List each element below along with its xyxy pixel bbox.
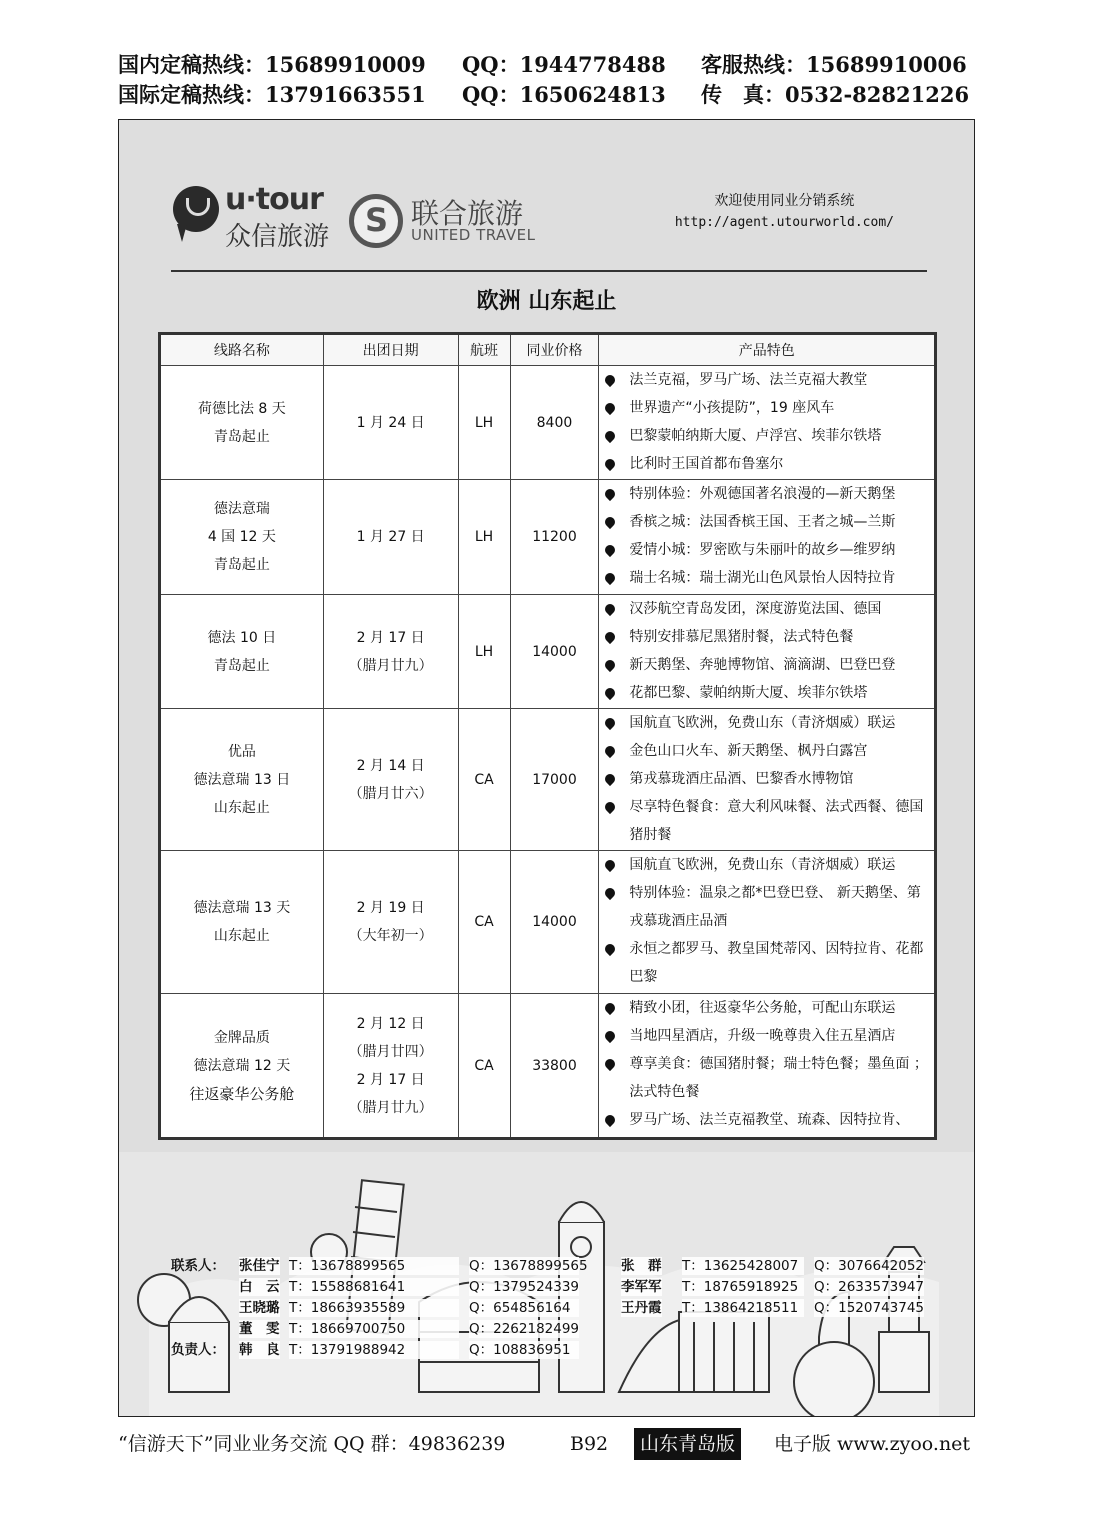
route-name-line: 山东起止 (213, 928, 270, 944)
contact-name: 白 云 (239, 1279, 280, 1295)
header-route-name: 线路名称 (161, 335, 324, 366)
bullet-icon (603, 858, 617, 872)
feature-text: 尽享特色餐食：意大利风味餐、法式西餐、德国猪肘餐 (629, 799, 924, 843)
airline: LH (458, 595, 510, 709)
feature-text: 世界遗产“小孩提防”，19 座风车 (629, 400, 835, 416)
feature-text: 尊享美食：德国猪肘餐；瑞士特色餐；墨鱼面 ；法式特色餐 (629, 1056, 928, 1100)
hotline-row-domestic (118, 50, 978, 80)
feature-text: 金色山口火车、新天鹅堡、枫丹白露宫 (629, 743, 868, 759)
feature-item (599, 1022, 934, 1050)
feature-text: 花都巴黎、蒙帕纳斯大厦、埃菲尔铁塔 (629, 685, 868, 701)
bullet-icon (603, 772, 617, 786)
table-row (161, 480, 935, 595)
bullet-icon (603, 1113, 617, 1127)
domestic-qq: QQ：1944778488 (462, 52, 666, 77)
international-qq: QQ：1650624813 (462, 82, 666, 107)
price: 14000 (510, 595, 599, 709)
table-row (161, 709, 935, 851)
feature-text: 当地四星酒店，升级一晚尊贵入住五星酒店 (629, 1028, 896, 1044)
hotline-row-international (118, 80, 978, 110)
departure-date (323, 595, 458, 709)
airline: LH (458, 480, 510, 595)
date-line: 2 月 17 日 (356, 1071, 425, 1088)
bullet-icon (603, 571, 617, 585)
bullet-icon (603, 800, 617, 814)
ad-panel (118, 119, 975, 1417)
price: 8400 (510, 366, 599, 480)
united-travel-logo (349, 190, 549, 250)
route-name-line: 德法意瑞 13 天 (193, 900, 291, 916)
feature-text: 香槟之城：法国香槟王国、王者之城—兰斯 (629, 514, 896, 530)
contact-tel: T：13625428007 (682, 1257, 804, 1275)
page-title: 欧洲 山东起止 (476, 289, 617, 314)
contact-qq: Q：2633573947 (814, 1279, 925, 1295)
feature-text: 汉莎航空青岛发团，深度游览法国、德国 (629, 601, 882, 617)
bullet-icon (603, 630, 617, 644)
service-hotline: 客服热线：15689910006 (701, 52, 967, 77)
contact-tel: T：18765918925 (682, 1278, 804, 1296)
route-name (161, 595, 324, 709)
page-footer (118, 1428, 978, 1462)
date-line: （腊月廿四） (348, 1043, 433, 1060)
date-line: （腊月廿九） (348, 657, 433, 674)
contact-qq: Q：3076642052 (814, 1258, 925, 1274)
contact-qq: Q：13678899565 (469, 1258, 588, 1274)
bullet-icon (603, 942, 617, 956)
contact-name: 张佳宁 (239, 1258, 280, 1274)
route-name-line: 山东起止 (213, 799, 270, 816)
departure-date (323, 480, 458, 595)
route-name (161, 366, 324, 480)
contact-row (119, 1277, 974, 1298)
united-travel-ring-icon (349, 194, 403, 248)
feature-item (599, 1106, 934, 1134)
contact-qq: Q：654856164 (469, 1299, 579, 1317)
contact-qq: Q：1379524339 (469, 1279, 580, 1295)
feature-text: 国航直飞欧洲，免费山东（青济烟威）联运 (629, 715, 896, 731)
contact-label: 联系人： (171, 1258, 225, 1274)
welcome-text: 欢迎使用同业分销系统 (714, 193, 855, 209)
features (599, 994, 935, 1138)
utour-logo-en: u·tour (225, 182, 323, 217)
date-line: 1 月 27 日 (356, 529, 425, 545)
airline: CA (458, 994, 510, 1138)
feature-text: 特别体验：温泉之都*巴登巴登、 新天鹅堡、第戎慕珑酒庄品酒 (629, 885, 921, 929)
bullet-icon (603, 886, 617, 900)
feature-text: 巴黎蒙帕纳斯大厦、卢浮宫、埃菲尔铁塔 (629, 428, 882, 444)
route-name-line: 青岛起止 (213, 557, 270, 573)
feature-item (599, 793, 934, 849)
table-row (161, 851, 935, 994)
table-row (161, 595, 935, 709)
qq-group-text: “信游天下”同业业务交流 QQ 群：49836239 (118, 1433, 506, 1455)
date-line: 2 月 19 日 (356, 900, 425, 916)
welcome-box (675, 190, 894, 234)
route-name-line: 德法意瑞 13 日 (193, 771, 291, 788)
bullet-icon (603, 457, 617, 471)
feature-text: 罗马广场、法兰克福教堂、琉森、因特拉肯、 (629, 1112, 910, 1128)
feature-item (599, 394, 934, 422)
utour-bubble-tail-icon (177, 224, 187, 242)
international-hotline: 国际定稿热线：13791663551 (118, 82, 426, 107)
contact-row (119, 1319, 974, 1340)
route-name (161, 480, 324, 595)
feature-item (599, 1050, 934, 1106)
airline: LH (458, 366, 510, 480)
site-link[interactable]: 电子版 www.zyoo.net (774, 1433, 971, 1455)
feature-item (599, 935, 934, 991)
feature-text: 瑞士名城：瑞士湖光山色风景怡人因特拉肯 (629, 570, 896, 586)
feature-item (599, 595, 934, 623)
departure-date (323, 709, 458, 851)
route-table (160, 334, 935, 1138)
bullet-icon (603, 515, 617, 529)
table-row (161, 366, 935, 480)
manager-label: 负责人： (171, 1342, 225, 1358)
date-line: 2 月 12 日 (356, 1015, 425, 1032)
route-name (161, 994, 324, 1138)
feature-text: 爱情小城：罗密欧与朱丽叶的故乡—维罗纳 (629, 542, 896, 558)
date-line: （腊月廿六） (348, 785, 433, 802)
contact-qq: Q：1520743745 (814, 1300, 925, 1316)
route-name (161, 851, 324, 994)
header-flight: 航班 (458, 335, 510, 366)
united-travel-logo-cn: 联合旅游 (411, 197, 524, 230)
feature-text: 特别安排慕尼黑猪肘餐，法式特色餐 (629, 629, 854, 645)
feature-item (599, 651, 934, 679)
contact-name: 王丹霞 (621, 1300, 662, 1316)
bullet-icon (603, 401, 617, 415)
contact-name: 董 雯 (239, 1321, 280, 1337)
price: 33800 (510, 994, 599, 1138)
united-travel-logo-en: UNITED TRAVEL (411, 226, 536, 244)
contact-row (119, 1256, 974, 1277)
bullet-icon (603, 429, 617, 443)
contact-tel: T：15588681641 (289, 1278, 459, 1296)
price: 17000 (510, 709, 599, 851)
feature-text: 比利时王国首都布鲁塞尔 (629, 456, 784, 472)
departure-date (323, 366, 458, 480)
bullet-icon (603, 1057, 617, 1071)
bullet-icon (603, 1001, 617, 1015)
features (599, 366, 935, 480)
contact-tel: T：18663935589 (289, 1299, 459, 1317)
agent-url[interactable]: http://agent.utourworld.com/ (674, 215, 894, 230)
bullet-icon (603, 1029, 617, 1043)
route-name-line: 德法意瑞 12 天 (193, 1057, 291, 1074)
hotline-header (118, 50, 978, 110)
contact-tel: T：13864218511 (682, 1299, 804, 1317)
price: 11200 (510, 480, 599, 595)
fax-number: 传 真：0532-82821226 (701, 82, 970, 107)
feature-item (599, 450, 934, 478)
date-line: 2 月 17 日 (356, 629, 425, 646)
route-name-line: 青岛起止 (213, 657, 270, 674)
bullet-icon (603, 744, 617, 758)
contact-name: 李军军 (621, 1279, 662, 1295)
contact-tel: T：18669700750 (289, 1320, 459, 1338)
route-name (161, 709, 324, 851)
feature-item (599, 879, 934, 935)
features (599, 595, 935, 709)
airline: CA (458, 709, 510, 851)
feature-item (599, 564, 934, 592)
edition-badge: 山东青岛版 (634, 1428, 741, 1460)
route-name-line: 德法意瑞 (213, 501, 270, 517)
airline: CA (458, 851, 510, 994)
route-name-line: 德法 10 日 (207, 629, 277, 646)
feature-item (599, 508, 934, 536)
departure-date (323, 994, 458, 1138)
price: 14000 (510, 851, 599, 994)
header-departure-date: 出团日期 (323, 335, 458, 366)
feature-item (599, 737, 934, 765)
feature-item (599, 709, 934, 737)
contact-tel: T：13791988942 (289, 1341, 459, 1359)
bullet-icon (603, 602, 617, 616)
feature-text: 第戎慕珑酒庄品酒、巴黎香水博物馆 (629, 771, 854, 787)
date-line: （腊月廿九） (348, 1099, 433, 1116)
feature-text: 精致小团，往返豪华公务舱，可配山东联运 (629, 1000, 896, 1016)
page-number: B92 (570, 1433, 609, 1455)
feature-item (599, 536, 934, 564)
feature-item (599, 366, 934, 394)
header-price: 同业价格 (510, 335, 599, 366)
contact-tel: T：13678899565 (289, 1257, 459, 1275)
contact-qq: Q：2262182499 (469, 1321, 580, 1337)
feature-item (599, 851, 934, 879)
features (599, 480, 935, 595)
bullet-icon (603, 487, 617, 501)
feature-item (599, 994, 934, 1022)
route-name-line: 青岛起止 (213, 428, 270, 445)
utour-logo (169, 182, 329, 252)
feature-item (599, 480, 934, 508)
divider (171, 270, 927, 272)
feature-text: 法兰克福，罗马广场、法兰克福大教堂 (629, 372, 868, 388)
contact-qq: Q：108836951 (469, 1341, 579, 1359)
date-line: 2 月 14 日 (356, 757, 425, 774)
feature-item (599, 422, 934, 450)
feature-text: 新天鹅堡、奔驰博物馆、滴滴湖、巴登巴登 (629, 657, 896, 673)
bullet-icon (603, 716, 617, 730)
feature-item (599, 623, 934, 651)
header-features: 产品特色 (599, 335, 935, 366)
contact-list (119, 1256, 974, 1361)
route-name-line: 4 国 12 天 (207, 529, 276, 545)
feature-item (599, 765, 934, 793)
utour-logo-cn: 众信旅游 (225, 222, 330, 252)
bullet-icon (603, 658, 617, 672)
contact-row (119, 1298, 974, 1319)
contact-row (119, 1340, 974, 1361)
bullet-icon (603, 543, 617, 557)
contact-name: 韩 良 (239, 1342, 280, 1358)
bullet-icon (603, 373, 617, 387)
feature-item (599, 679, 934, 707)
features (599, 709, 935, 851)
contact-name: 王晓璐 (239, 1300, 280, 1316)
route-name-line: 优品 (227, 743, 256, 760)
date-line: （大年初一） (348, 928, 433, 944)
domestic-hotline: 国内定稿热线：15689910009 (118, 52, 426, 77)
route-name-line: 金牌品质 (213, 1029, 270, 1046)
route-name-line: 往返豪华公务舱 (189, 1084, 295, 1103)
contact-name: 张 群 (621, 1258, 662, 1274)
feature-text: 永恒之都罗马、教皇国梵蒂冈、因特拉肯、花都巴黎 (629, 941, 924, 985)
route-name-line: 荷德比法 8 天 (197, 400, 286, 417)
table-row (161, 994, 935, 1138)
date-line: 1 月 24 日 (356, 414, 425, 431)
features (599, 851, 935, 994)
table-header-row (161, 335, 935, 366)
departure-date (323, 851, 458, 994)
feature-text: 特别体验：外观德国著名浪漫的—新天鹅堡 (629, 486, 896, 502)
bullet-icon (603, 686, 617, 700)
feature-text: 国航直飞欧洲，免费山东（青济烟威）联运 (629, 857, 896, 873)
